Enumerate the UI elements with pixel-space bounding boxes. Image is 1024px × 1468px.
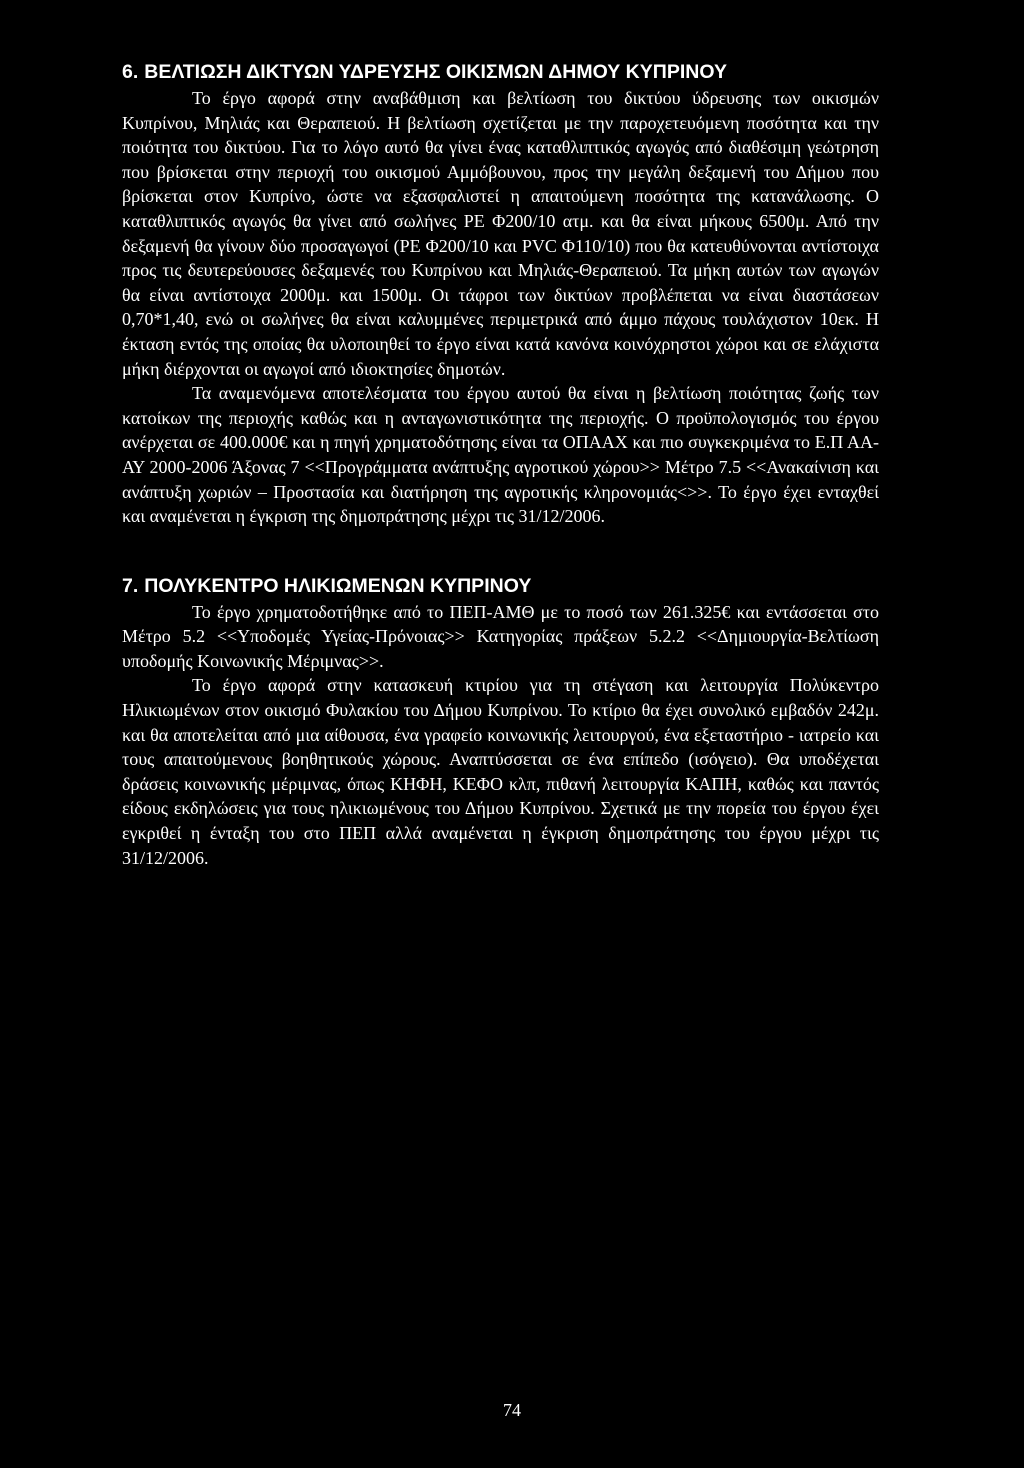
paragraph: Το έργο αφορά στην αναβάθμιση και βελτίωση του δικτύου ύδρευσης των οικισμών Κυπρίνου, Μηλιάς και Θεραπειού. Η βελτίωση σχετίζεται με την παροχετευόμενη ποσότητα και την ποιότητα του δικτύου. Για το λόγο αυτό θα γίνει ένας καταθλιπτικός αγωγός από διαθέσιμη γεώτρηση που βρίσκεται στην περιοχή του οικισμού Αμμόβουνου, προς την μεγάλη δεξαμενή του Δήμου που βρίσκεται στον Κυπρίνο, ώστε να εξασφαλιστεί η απαιτούμενη ποσότητα της κατανάλωσης. Ο καταθλιπτικός αγωγός θα γίνει από σωλήνες PE Φ200/10 ατμ. και θα είναι μήκους 6500μ. Από την δεξαμενή θα γίνουν δύο προσαγωγοί (PE Φ200/10 και PVC Φ110/10) που θα κατευθύνονται αντίστοιχα προς τις δευτερεύουσες δεξαμενές του Κυπρίνου και Μηλιάς-Θεραπειού. Τα μήκη αυτών των αγωγών θα είναι αντίστοιχα 2000μ. και 1500μ. Οι τάφροι των δικτύων προβλέπεται να είναι διαστάσεων 0,70*1,40, ενώ οι σωλήνες θα είναι καλυμμένες περιμετρικά από άμμο πάχους τουλάχιστον 10εκ. Η έκταση εντός της οποίας θα υλοποιηθεί το έργο είναι κατά κανόνα κοινόχρηστοι χώροι και σε ελάχιστα μήκη διέρχονται οι αγωγοί από ιδιοκτησίες δημοτών.	[122, 88, 879, 379]
section-heading	[122, 58, 879, 86]
section-heading	[122, 572, 879, 600]
section-title: ΒΕΛΤΙΩΣΗ ΔΙΚΤΥΩΝ ΥΔΡΕΥΣΗΣ ΟΙΚΙΣΜΩΝ ΔΗΜΟΥ ΚΥΠΡΙΝΟΥ	[144, 61, 727, 83]
section-7	[122, 572, 879, 871]
section-number: 6.	[122, 61, 139, 83]
paragraph: Το έργο χρηματοδοτήθηκε από το ΠΕΠ-ΑΜΘ με το ποσό των 261.325€ και εντάσσεται στο Μέτρο 5.2 <<Υποδομές Υγείας-Πρόνοιας>> Κατηγορίας πράξεων 5.2.2 <<Δημιουργία-Βελτίωση υποδομής Κοινωνικής Μέριμνας>>.	[122, 601, 879, 671]
section-title: ΠΟΛΥΚΕΝΤΡΟ ΗΛΙΚΙΩΜΕΝΩΝ ΚΥΠΡΙΝΟΥ	[144, 574, 532, 597]
page-content	[122, 58, 879, 870]
paragraph: Τα αναμενόμενα αποτελέσματα του έργου αυτού θα είναι η βελτίωση ποιότητας ζωής των κατοίκων της περιοχής καθώς και η ανταγωνιστικότητα της περιοχής. Ο προϋπολογισμός του έργου ανέρχεται σε 400.000€ και η πηγή χρηματοδότησης είναι τα ΟΠΑΑΧ και πιο συγκεκριμένα το Ε.Π ΑΑ-ΑΥ 2000-2006 Άξονας 7 <<Προγράμματα ανάπτυξης αγροτικού χώρου>> Μέτρο 7.5 <<Ανακαίνιση και ανάπτυξη χωριών – Προστασία και διατήρηση της αγροτικής κληρονομιάς<>>. Το έργο έχει ενταχθεί και αναμένεται η έγκριση της δημοπράτησης μέχρι τις 31/12/2006.	[122, 383, 879, 527]
page-number: 74	[503, 1400, 521, 1420]
paragraph: Το έργο αφορά στην κατασκευή κτιρίου για τη στέγαση και λειτουργία Πολύκεντρο Ηλικιωμένων στον οικισμό Φυλακίου του Δήμου Κυπρίνου. Το κτίριο θα έχει συνολικό εμβαδόν 242μ. και θα αποτελείται από μια αίθουσα, ένα γραφείο κοινωνικής λειτουργού, ένα εξεταστήριο - ιατρείο και τους απαιτούμενους βοηθητικούς χώρους. Αναπτύσσεται σε ένα επίπεδο (ισόγειο). Θα υποδέχεται δράσεις κοινωνικής μέριμνας, όπως ΚΗΦΗ, ΚΕΦΟ κλπ, πιθανή λειτουργία ΚΑΠΗ, καθώς και παντός είδους εκδηλώσεις για τους ηλικιωμένους του Δήμου Κυπρίνου. Σχετικά με την πορεία του έργου έχει εγκριθεί η ένταξη του στο ΠΕΠ αλλά αναμένεται η έγκριση δημοπράτησης του έργου μέχρι τις 31/12/2006.	[122, 675, 879, 868]
section-number: 7.	[122, 574, 139, 597]
section-6	[122, 58, 879, 529]
